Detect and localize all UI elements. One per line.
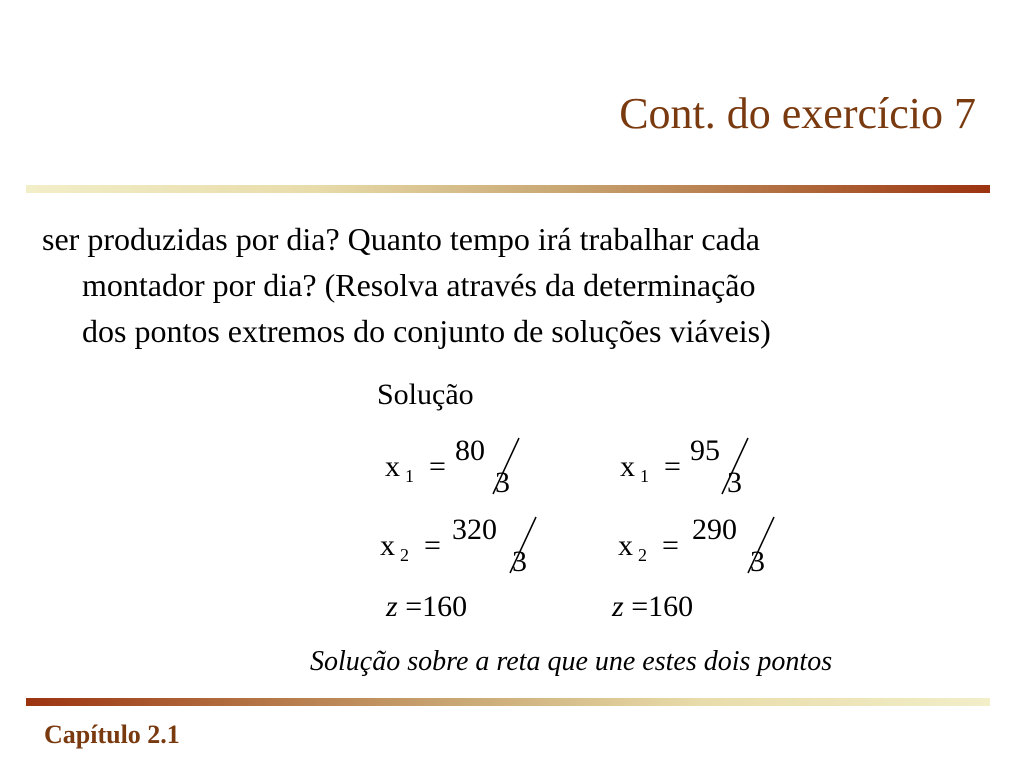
x1-numerator: 95	[690, 434, 720, 467]
body-text	[42, 216, 962, 354]
x1-subscript: 1	[405, 466, 414, 486]
z-value: 160	[422, 590, 468, 623]
body-line-1: ser produzidas por dia? Quanto tempo irá trabalhar cada	[42, 221, 760, 257]
body-line-3: dos pontos extremos do conjunto de soluções viáveis)	[82, 313, 771, 349]
x2-subscript: 2	[638, 545, 647, 565]
slide-title: Cont. do exercício 7	[619, 89, 976, 138]
body-line-2: montador por dia? (Resolva através da determinação	[82, 267, 756, 303]
z-variable: z	[386, 590, 398, 623]
equals-sign: =	[662, 529, 679, 562]
x1-variable: x	[385, 450, 400, 483]
x1-denominator: 3	[495, 466, 510, 499]
x2-denominator: 3	[750, 545, 765, 578]
x2-numerator: 320	[452, 513, 497, 546]
x2-numerator: 290	[692, 513, 737, 546]
x2-variable: x	[618, 529, 633, 562]
equals-sign: =	[429, 450, 446, 483]
title-divider	[26, 185, 990, 193]
x1-denominator: 3	[727, 466, 742, 499]
x2-subscript: 2	[400, 545, 409, 565]
equals-sign: =	[424, 529, 441, 562]
x2-denominator: 3	[512, 545, 527, 578]
z-variable: z	[612, 590, 624, 623]
z-value: 160	[648, 590, 694, 623]
solution-a-x2-equation	[380, 515, 570, 585]
solution-label: Solução	[377, 378, 474, 411]
solution-b-x2-equation	[618, 515, 808, 585]
x2-variable: x	[380, 529, 395, 562]
x1-subscript: 1	[640, 466, 649, 486]
solution-caption: Solução sobre a reta que une estes dois pontos	[310, 646, 833, 677]
x1-numerator: 80	[455, 434, 485, 467]
chapter-footer: Capítulo 2.1	[44, 720, 180, 749]
equals-sign: =	[631, 590, 649, 623]
footer-divider	[26, 698, 990, 706]
solution-a-x1-equation	[385, 436, 575, 506]
solution-b-x1-equation	[620, 436, 810, 506]
equals-sign: =	[664, 450, 681, 483]
equals-sign: =	[405, 590, 423, 623]
x1-variable: x	[620, 450, 635, 483]
solution-b-z-equation	[612, 590, 693, 624]
solution-a-z-equation	[386, 590, 467, 624]
